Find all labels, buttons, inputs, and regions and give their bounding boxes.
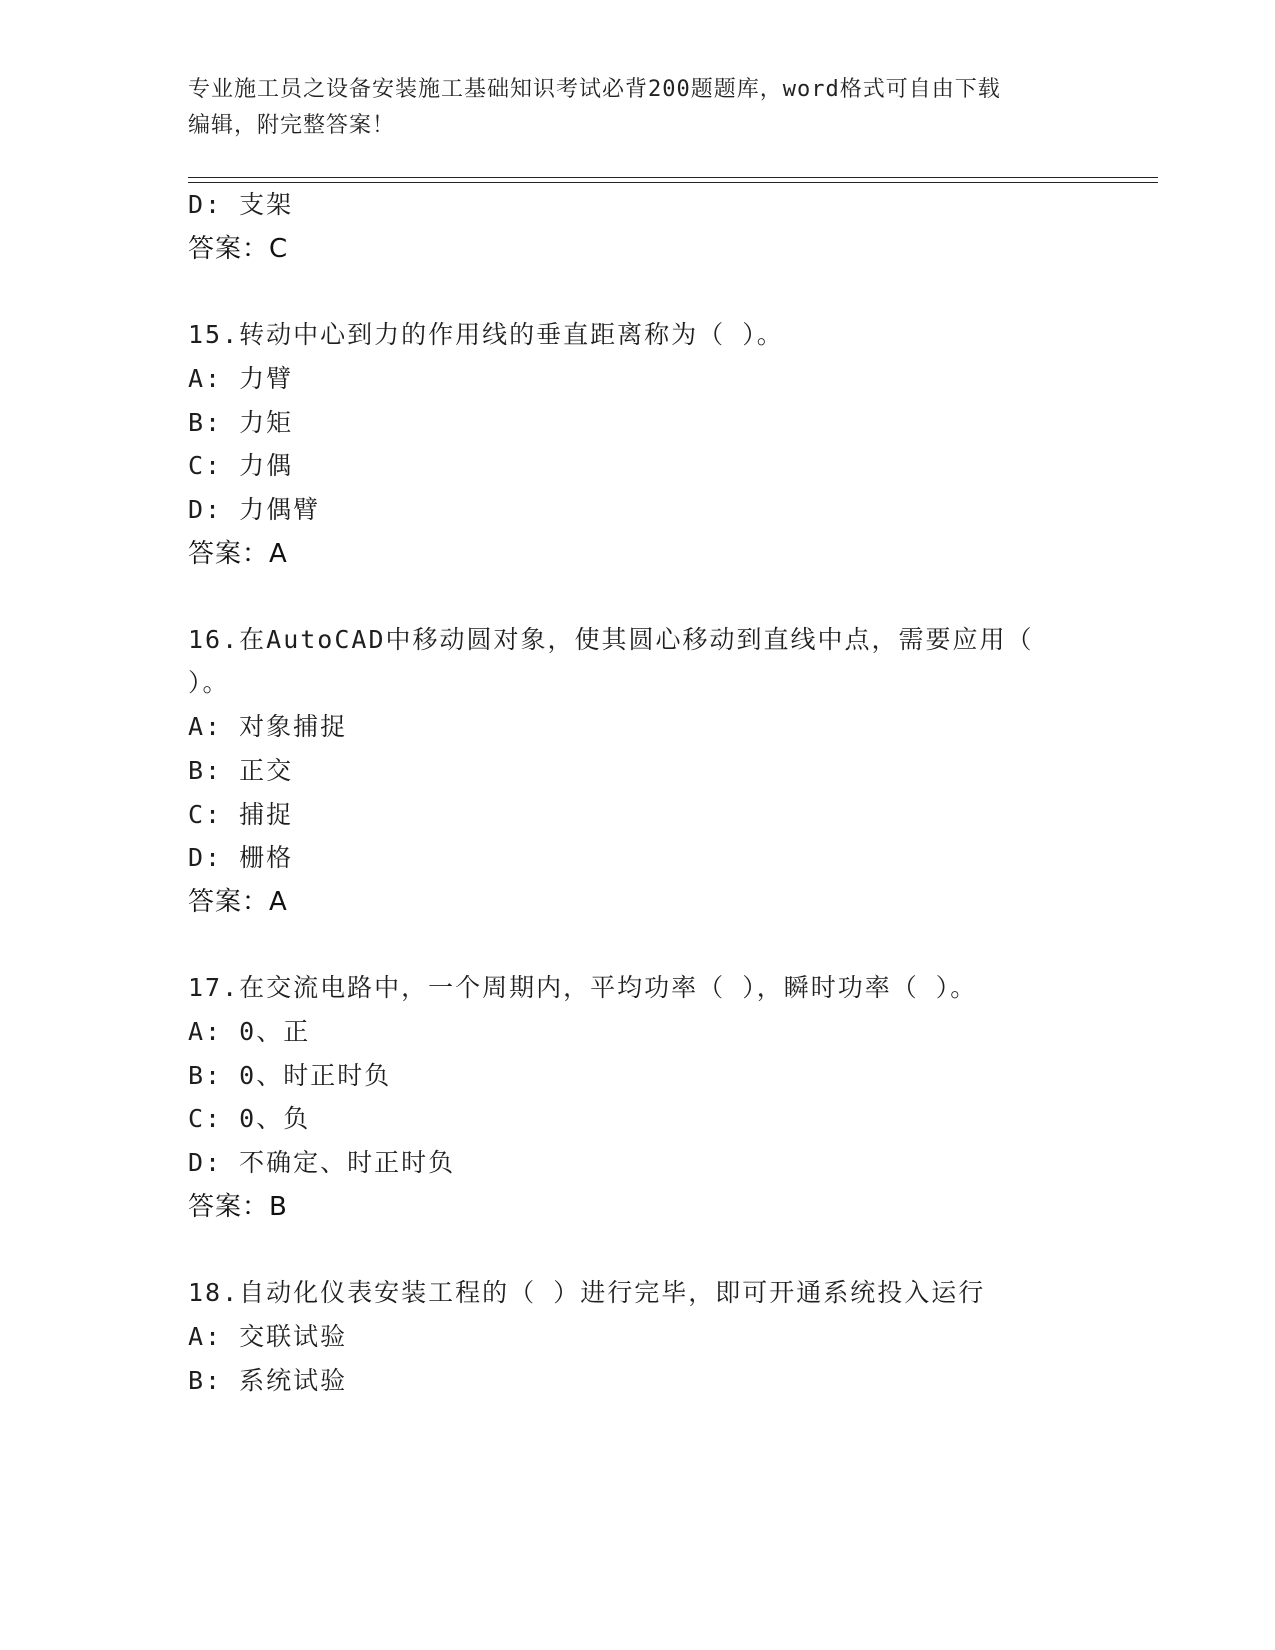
question-18-option-b: B: 系统试验	[188, 1366, 348, 1395]
question-16-option-c: C: 捕捉	[188, 800, 294, 829]
header-rule-top	[188, 177, 1158, 178]
prev-option-d: D: 支架	[188, 190, 294, 219]
header-rule-bottom	[188, 182, 1158, 183]
question-17-option-b: B: 0、时正时负	[188, 1061, 392, 1090]
question-17-option-d: D: 不确定、时正时负	[188, 1148, 456, 1177]
header-title-line-1: 专业施工员之设备安装施工基础知识考试必背200题题库，word格式可自由下载	[188, 77, 1001, 102]
question-16-stem: 16.在AutoCAD中移动圆对象，使其圆心移动到直线中点，需要应用（	[188, 625, 1034, 654]
question-16-option-a: A: 对象捕捉	[188, 712, 348, 741]
question-17-option-a: A: 0、正	[188, 1017, 311, 1046]
question-17-answer: 答案：B	[188, 1192, 288, 1222]
question-18-option-a: A: 交联试验	[188, 1322, 348, 1351]
question-15-option-c: C: 力偶	[188, 451, 294, 480]
question-18-stem: 18.自动化仪表安装工程的（ ）进行完毕，即可开通系统投入运行	[188, 1278, 986, 1307]
question-15-option-a: A: 力臂	[188, 364, 294, 393]
question-17-stem: 17.在交流电路中，一个周期内，平均功率（ ），瞬时功率（ ）。	[188, 973, 978, 1002]
question-17-option-c: C: 0、负	[188, 1104, 311, 1133]
question-15-answer: 答案：A	[188, 539, 288, 569]
prev-answer: 答案：C	[188, 234, 289, 264]
question-16-stem-cont: ）。	[188, 668, 230, 697]
question-15-option-d: D: 力偶臂	[188, 495, 321, 524]
question-16-answer: 答案：A	[188, 887, 288, 917]
question-16-option-d: D: 栅格	[188, 843, 294, 872]
question-16-option-b: B: 正交	[188, 756, 294, 785]
document-header	[188, 72, 1068, 144]
question-15-stem: 15.转动中心到力的作用线的垂直距离称为（ ）。	[188, 320, 784, 349]
question-15-option-b: B: 力矩	[188, 408, 294, 437]
header-title-line-2: 编辑，附完整答案！	[188, 113, 396, 138]
